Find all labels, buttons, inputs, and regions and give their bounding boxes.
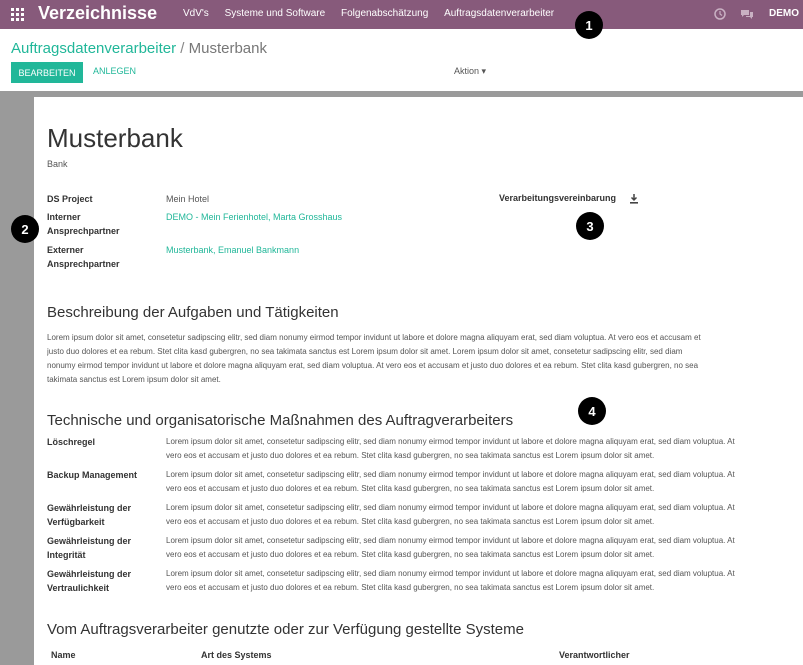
measure-text [166,501,803,529]
breadcrumb-current: Musterbank [188,40,267,57]
field-label-external-contact: Externer Ansprechpartner [47,245,120,269]
callout-marker-4: 4 [578,397,606,425]
measure-text-line: vero eos et accusam et justo duo dolores et ea rebum. Stet clita kasd gubergren, no sea takimata sanctus est Lorem ipsum dolor sit amet. [166,550,655,559]
description-text [47,331,803,387]
top-menu [183,8,567,19]
download-icon[interactable] [629,194,639,204]
section-title-toms: Technische und organisatorische Maßnahmen des Auftragverarbeiters [47,412,514,429]
measure-text-line: Lorem ipsum dolor sit amet, consetetur sadipscing elitr, sed diam nonumy eirmod tempor invidunt ut labore et dolore magna aliquyam erat, sed diam voluptua. At [166,536,735,545]
activity-clock-icon[interactable] [714,8,726,20]
breadcrumb-separator: / [180,40,185,57]
measure-text-line: Lorem ipsum dolor sit amet, consetetur sadipscing elitr, sed diam nonumy eirmod tempor invidunt ut labore et dolore magna aliquyam erat, sed diam voluptua. At [166,437,735,446]
measure-text-line: vero eos et accusam et justo duo dolores et ea rebum. Stet clita kasd gubergren, no sea takimata sanctus est Lorem ipsum dolor sit amet. [166,451,655,460]
measure-label: Gewährleistung der Vertraulichkeit [47,569,132,593]
measure-text [166,534,803,562]
measure-text-line: Lorem ipsum dolor sit amet, consetetur sadipscing elitr, sed diam nonumy eirmod tempor invidunt ut labore et dolore magna aliquyam erat, sed diam voluptua. At [166,569,735,578]
menu-item-vdvs[interactable]: VdV's [183,8,209,19]
measure-text [166,567,803,595]
form-sheet [34,97,803,665]
field-label-ds-project: DS Project [47,194,93,204]
measure-label: Backup Management [47,470,138,480]
description-line: justo duo dolores et ea rebum. Stet clita kasd gubergren, no sea takimata sanctus est Lorem ipsum dolor sit amet. Lorem ipsum dolor sit amet, consetetur sadipscing elitr, sed diam [47,347,683,356]
measure-label: Löschregel [47,437,96,447]
table-header-name[interactable]: Name [51,650,76,660]
measure-text-line: Lorem ipsum dolor sit amet, consetetur sadipscing elitr, sed diam nonumy eirmod tempor invidunt ut labore et dolore magna aliquyam erat, sed diam voluptua. At [166,470,735,479]
record-title: Musterbank [47,123,183,153]
user-menu[interactable]: DEMO [769,8,799,19]
description-line: takimata sanctus est Lorem ipsum dolor sit amet. [47,375,221,384]
measure-text-line: vero eos et accusam et justo duo dolores et ea rebum. Stet clita kasd gubergren, no sea takimata sanctus est Lorem ipsum dolor sit amet. [166,517,655,526]
agreement-field [499,193,639,204]
callout-marker-1: 1 [575,11,603,39]
measure-label: Gewährleistung der Verfügbarkeit [47,503,132,527]
record-subtitle: Bank [47,159,68,169]
app-brand[interactable]: Verzeichnisse [38,3,158,23]
measure-label: Gewährleistung der Integrität [47,536,132,560]
chat-bubbles-icon[interactable] [740,8,754,20]
section-title-systems: Vom Auftragsverarbeiter genutzte oder zur Verfügung gestellte Systeme [47,621,524,638]
form-background-left [0,91,34,665]
top-navbar [0,0,803,29]
menu-item-systeme[interactable]: Systeme und Software [224,8,326,19]
measure-text-line: Lorem ipsum dolor sit amet, consetetur sadipscing elitr, sed diam nonumy eirmod tempor invidunt ut labore et dolore magna aliquyam erat, sed diam voluptua. At [166,503,735,512]
description-line: nonumy eirmod tempor invidunt ut labore et dolore magna aliquyam erat, sed diam voluptua. At vero eos et accusam et justo duo dolores et ea rebum. Stet clita kasd gubergren, no sea [47,361,699,370]
field-value-internal-contact[interactable]: DEMO - Mein Ferienhotel, Marta Grosshaus [166,212,343,222]
menu-item-folgenabschaetzung[interactable]: Folgenabschätzung [340,8,429,19]
menu-item-auftragsdatenverarbeiter[interactable]: Auftragsdatenverarbeiter [444,8,555,19]
agreement-label: Verarbeitungsvereinbarung [499,193,617,203]
measure-text [166,435,803,463]
measure-text-line: vero eos et accusam et justo duo dolores et ea rebum. Stet clita kasd gubergren, no sea takimata sanctus est Lorem ipsum dolor sit amet. [166,583,655,592]
section-title-description: Beschreibung der Aufgaben und Tätigkeiten [47,304,339,321]
action-dropdown[interactable]: Aktion ▾ [454,66,487,76]
create-button[interactable]: ANLEGEN [93,66,137,76]
edit-button[interactable]: BEARBEITEN [11,62,83,83]
callout-marker-3: 3 [576,212,604,240]
breadcrumb-parent-link[interactable]: Auftragsdatenverarbeiter [11,40,177,57]
apps-menu-icon[interactable] [11,8,24,21]
description-line: Lorem ipsum dolor sit amet, consetetur sadipscing elitr, sed diam nonumy eirmod tempor invidunt ut labore et dolore magna aliquyam erat, sed diam voluptua. At vero eos et accusam et [47,333,701,342]
breadcrumb [11,40,267,57]
table-header-responsible[interactable]: Verantwortlicher [559,650,630,660]
field-value-external-contact[interactable]: Musterbank, Emanuel Bankmann [166,245,300,255]
measure-text-line: vero eos et accusam et justo duo dolores et ea rebum. Stet clita kasd gubergren, no sea takimata sanctus est Lorem ipsum dolor sit amet. [166,484,655,493]
callout-marker-2: 2 [11,215,39,243]
measure-text [166,468,803,496]
field-value-ds-project: Mein Hotel [166,194,210,204]
field-label-internal-contact: Interner Ansprechpartner [47,212,120,236]
table-header-system-type[interactable]: Art des Systems [201,650,272,660]
